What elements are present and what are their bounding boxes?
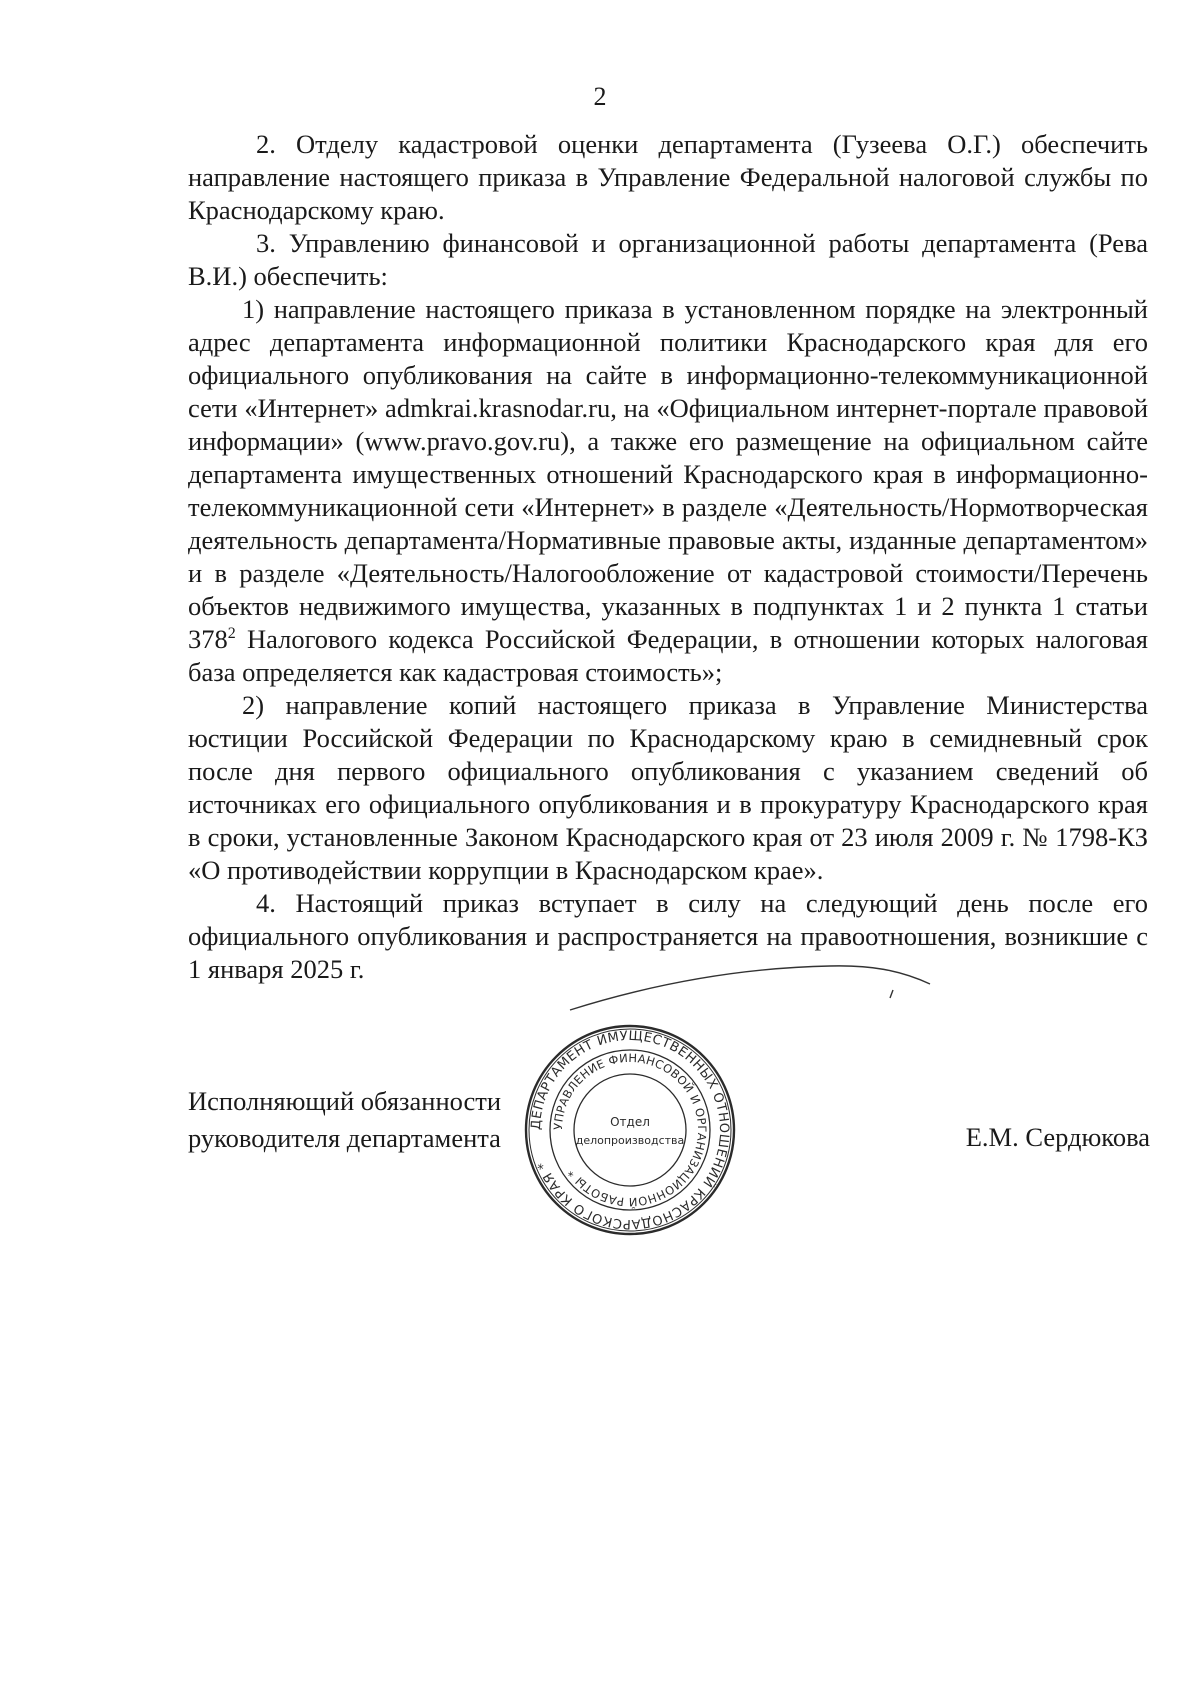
official-seal [520, 1020, 740, 1240]
signatory-position-line2: руководителя департамента [188, 1123, 501, 1153]
paragraph-subitem-2: 2) направление копий настоящего приказа в Управление Министерства юстиции Российской Федерации по Краснодарскому краю в семидневный срок после дня первого официального опубликования с указанием сведений об источниках его официального опубликования и в прокуратуру Краснодарского края в сроки, установленные Законом Краснодарского края от 23 июля 2009 г. № 1798-КЗ «О противодействии коррупции в Краснодарском крае». [188, 690, 1148, 885]
paragraph-item-4: 4. Настоящий приказ вступает в силу на следующий день после его официального опубликования и распространяется на правоотношения, возникшие с 1 января 2025 г. [188, 888, 1148, 984]
signatory-name: Е.М. Сердюкова [965, 1122, 1150, 1152]
paragraph-item-3: 3. Управлению финансовой и организационной работы департамента (Рева В.И.) обеспечить: [188, 228, 1148, 291]
article-superscript: 2 [227, 625, 236, 643]
subitem-1-text-end: Налогового кодекса Российской Федерации, в отношении которых налоговая база определяется как кадастровая стоимость»; [188, 624, 1148, 687]
seal-outer-text: ДЕПАРТАМЕНТ ИМУЩЕСТВЕННЫХ ОТНОШЕНИЙ КРАСНОДАРСКОГО КРАЯ * [528, 1028, 732, 1232]
signature-stroke [560, 958, 940, 1018]
paragraph-item-2: 2. Отделу кадастровой оценки департамента (Гузеева О.Г.) обеспечить направление настоящего приказа в Управление Федеральной налоговой службы по Краснодарскому краю. [188, 129, 1148, 225]
signatory-position [188, 1083, 501, 1157]
document-body [188, 128, 1148, 986]
page-number: 2 [593, 82, 607, 111]
seal-inner-text: УПРАВЛЕНИЕ ФИНАНСОВОЙ И ОРГАНИЗАЦИОННОЙ РАБОТЫ * [550, 1050, 710, 1210]
seal-center-line2: делопроизводства [575, 1134, 685, 1147]
signatory-position-line1: Исполняющий обязанности [188, 1086, 502, 1116]
seal-center-line1: Отдел [610, 1115, 650, 1129]
paragraph-subitem-1 [188, 293, 1148, 689]
subitem-1-text: 1) направление настоящего приказа в установленном порядке на электронный адрес департамента информационной политики Краснодарского края для его официального опубликования на сайте в информационно-телекоммуникационной сети «Интернет» admkrai.krasnodar.ru, на «Официальном интернет-портале правовой информации» (www.pravo.gov.ru), а также его размещение на официальном сайте департамента имущественных отношений Краснодарского края в информационно-телекоммуникационной сети «Интернет» в разделе «Деятельность/Нормотворческая деятельность департамента/Нормативные правовые акты, изданные департаментом» и в разделе «Деятельность/Налогообложение от кадастровой стоимости/Перечень объектов недвижимого имущества, указанных в подпунктах 1 и 2 пункта 1 статьи 378 [188, 294, 1148, 654]
